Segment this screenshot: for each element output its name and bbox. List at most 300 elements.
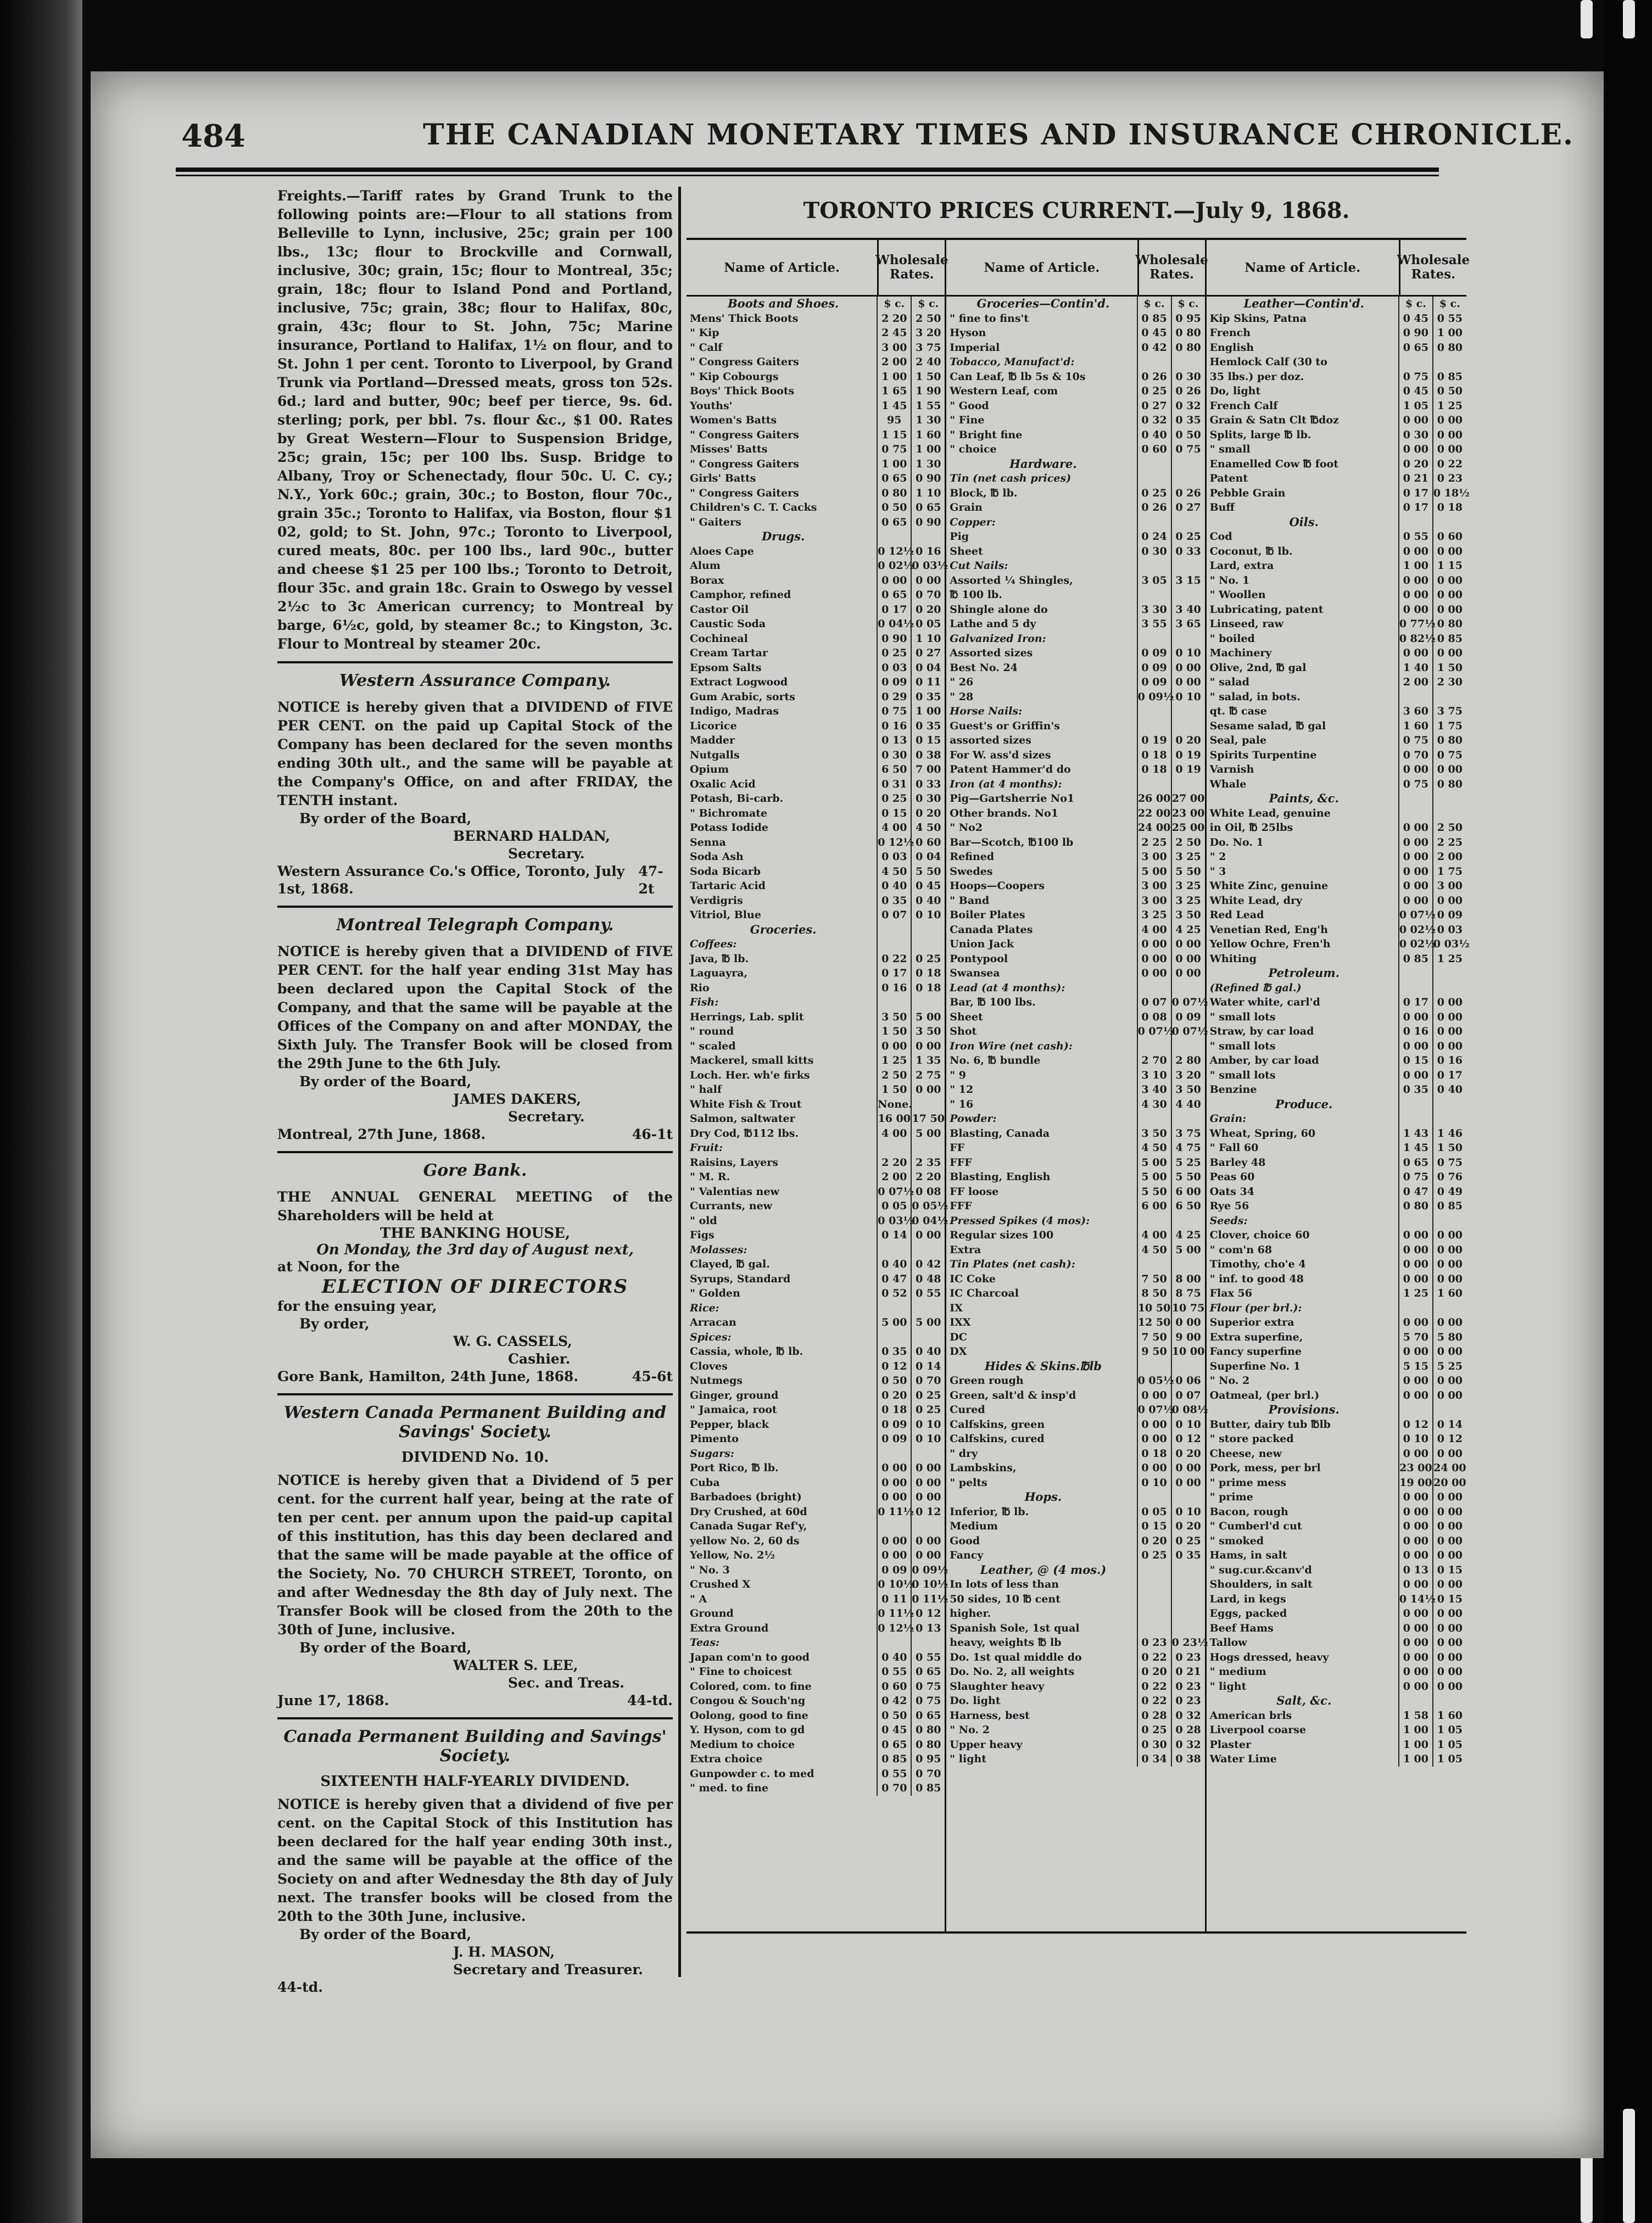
rate-value: 0 80 (1398, 1199, 1432, 1214)
rate-value (1398, 1097, 1432, 1112)
rate-value: 0 38 (911, 748, 945, 763)
article-name: Alum (690, 560, 721, 572)
table-row (946, 1592, 1204, 1607)
article-name: Powder: (950, 1113, 997, 1125)
rate-value: 1 00 (1432, 326, 1466, 340)
table-row (946, 952, 1204, 967)
rate-value: 0 75 (1171, 442, 1205, 457)
rate-value (877, 937, 911, 952)
rate-value: 0 00 (1398, 602, 1432, 617)
article-name: " fine to fins't (950, 312, 1029, 325)
article-name: heavy, weights ℔ lb (950, 1636, 1062, 1649)
article-name: " Fine (950, 414, 985, 426)
table-row (946, 1228, 1204, 1243)
rate-value: 23 00 (1398, 1461, 1432, 1476)
rate-value: 0 65 (877, 515, 911, 530)
article-name: Bar, ℔ 100 lbs. (950, 996, 1036, 1008)
rate-value: 0 18 (1137, 1446, 1171, 1461)
article-name: Linseed, raw (1209, 618, 1284, 630)
table-row (946, 1476, 1204, 1490)
article-name: FFF (950, 1156, 972, 1169)
article-name: Potash, Bi-carb. (690, 792, 784, 805)
rate-value: 0 80 (877, 486, 911, 501)
rate-value: 3 55 (1137, 617, 1171, 632)
article-name: Blasting, Canada (950, 1127, 1050, 1140)
article-name: Extra superfine, (1209, 1331, 1303, 1343)
table-row (687, 1010, 945, 1025)
rate-value: 0 00 (877, 1548, 911, 1563)
header-article: Name of Article. (946, 240, 1138, 295)
article-name: Groceries. (750, 922, 817, 936)
article-name: Girls' Batts (690, 472, 756, 484)
table-header (1207, 240, 1470, 297)
rate-value: 9 00 (1171, 1330, 1205, 1345)
notice-signatory: W. G. CASSELS, (453, 1333, 572, 1349)
rate-value: 0 14 (911, 1359, 945, 1374)
article-name: Paints, &c. (1269, 791, 1339, 805)
rate-value: 0 00 (1137, 1417, 1171, 1432)
rate-value: 0 00 (877, 573, 911, 588)
rate-value: $ c. (1171, 297, 1205, 311)
rate-value (911, 1330, 945, 1345)
rate-value: 0 25 (1137, 1548, 1171, 1563)
rate-value (1137, 1039, 1171, 1054)
table-row (687, 908, 945, 923)
table-row (946, 1082, 1204, 1097)
article-name: Cassia, whole, ℔ lb. (690, 1345, 803, 1358)
rate-value: 0 09 (1432, 908, 1466, 923)
table-row (946, 850, 1204, 864)
article-name: Spanish Sole, 1st qual (950, 1622, 1080, 1634)
rate-value: 0 00 (1398, 1272, 1432, 1287)
table-row (1207, 1068, 1466, 1083)
rate-value: 0 14 (1432, 1417, 1466, 1432)
table-row (687, 1490, 945, 1505)
rate-value: 0 00 (1398, 1010, 1432, 1025)
rate-value: 0 00 (1171, 952, 1205, 967)
notice-line: By order, (299, 1316, 370, 1332)
rate-value: 1 00 (1398, 1752, 1432, 1767)
rate-value: 0 65 (877, 588, 911, 602)
section-heading-row (687, 923, 945, 937)
rate-value: 0 40 (1137, 428, 1171, 443)
article-name: " half (690, 1083, 722, 1096)
notice-line: By order of the Board, (299, 811, 472, 826)
rate-value: 0 12 (911, 1606, 945, 1621)
subsection-row (946, 471, 1204, 486)
rate-value (911, 1301, 945, 1316)
rate-value: 3 50 (1137, 1126, 1171, 1141)
article-name: Timothy, cho'e 4 (1209, 1258, 1306, 1270)
rate-value: 0 00 (1171, 937, 1205, 952)
subsection-row (687, 1301, 945, 1316)
rate-value: 0 70 (877, 1781, 911, 1796)
table-row (946, 1286, 1204, 1301)
article-name: Wheat, Spring, 60 (1209, 1127, 1316, 1140)
rate-value (1432, 1214, 1466, 1228)
table-row (687, 646, 945, 661)
notice-line: By order of the Board, (299, 1640, 472, 1656)
section-heading-row (946, 297, 1204, 311)
rate-value: 0 00 (877, 1534, 911, 1549)
table-row (687, 1519, 945, 1534)
article-name: Union Jack (950, 938, 1014, 950)
rate-value: 0 25 (1171, 1534, 1205, 1549)
rate-value: 0 10½ (877, 1577, 911, 1592)
rate-value: 0 00 (1398, 893, 1432, 908)
rate-value (1432, 1097, 1466, 1112)
article-name: Flour (per brl.): (1209, 1302, 1302, 1314)
rate-value: 0 12 (1398, 1417, 1432, 1432)
rate-value (1398, 981, 1432, 996)
rate-value: 0 26 (1137, 370, 1171, 384)
rate-value (1171, 588, 1205, 602)
article-name: " Band (950, 894, 990, 907)
rate-value: 0 00 (1432, 1621, 1466, 1636)
rate-value: 0 32 (1171, 399, 1205, 414)
table-row (687, 835, 945, 850)
rate-value: 0 60 (877, 1679, 911, 1694)
table-row (687, 573, 945, 588)
rate-value (1171, 1490, 1205, 1505)
rate-value: 0 55 (1398, 529, 1432, 544)
notice-footer (277, 1692, 673, 1710)
article-name: Pig—Gartsherrie No1 (950, 792, 1075, 805)
rate-value: 0 35 (1171, 413, 1205, 428)
article-name: Rye 56 (1209, 1200, 1249, 1212)
rate-value: 0 00 (1398, 850, 1432, 864)
rate-value: 0 40 (877, 1257, 911, 1272)
rate-value (1398, 355, 1432, 370)
section-heading-row (946, 1359, 1204, 1374)
table-row (946, 1126, 1204, 1141)
rate-value: 5 50 (1171, 864, 1205, 879)
table-row (687, 1767, 945, 1781)
article-name: Lubricating, patent (1209, 603, 1324, 616)
rate-value: 0 00 (1432, 442, 1466, 457)
article-name: " old (690, 1214, 717, 1227)
rate-value (1398, 1694, 1432, 1708)
article-name: Fancy superfine (1209, 1345, 1302, 1358)
article-name: Medium to choice (690, 1738, 795, 1751)
table-row (946, 428, 1204, 443)
subsection-row (946, 777, 1204, 792)
article-name: Seeds: (1209, 1214, 1248, 1227)
rate-value: 0 11½ (877, 1606, 911, 1621)
rate-value (911, 1097, 945, 1112)
table-row (687, 1068, 945, 1083)
rate-value: 2 50 (877, 1068, 911, 1083)
article-name: " Bright fine (950, 428, 1023, 441)
rate-value (1432, 355, 1466, 370)
table-row (1207, 500, 1466, 515)
rate-value: 1 25 (877, 1053, 911, 1068)
rate-value: 2 30 (1432, 675, 1466, 690)
rate-value: 5 50 (1171, 1170, 1205, 1185)
article-name: Tin (net cash prices) (950, 472, 1071, 484)
table-row (946, 1344, 1204, 1359)
article-name: Grain: (1209, 1113, 1247, 1125)
rate-value: 0 00 (1171, 675, 1205, 690)
rate-value: 0 00 (1432, 995, 1466, 1010)
subsection-row (946, 632, 1204, 646)
rate-value (1398, 1301, 1432, 1316)
article-name: Cut Nails: (950, 560, 1008, 572)
section-heading-row (1207, 515, 1466, 530)
article-name: Do. light (950, 1695, 1001, 1707)
rate-value (1171, 632, 1205, 646)
table-row (946, 937, 1204, 952)
article-name: Upper heavy (950, 1738, 1023, 1751)
rate-value: 0 50 (1171, 428, 1205, 443)
table-row (946, 588, 1204, 602)
table-row (687, 413, 945, 428)
article-name: Rio (690, 981, 710, 994)
rate-value: 0 10½ (911, 1577, 945, 1592)
rate-value: 6 00 (1171, 1185, 1205, 1199)
notice-footer (277, 863, 673, 898)
article-name: Cured (950, 1404, 985, 1416)
rate-value: 0 75 (877, 442, 911, 457)
rate-value: 0 82½ (1398, 632, 1432, 646)
rate-value: 0 00 (1398, 588, 1432, 602)
rate-value: 0 90 (911, 515, 945, 530)
rate-value: 1 50 (1432, 661, 1466, 675)
table-row (1207, 952, 1466, 967)
rate-value: 0 13 (877, 733, 911, 748)
rate-value: 0 00 (1398, 1243, 1432, 1258)
rate-value: 0 15 (877, 806, 911, 821)
article-name: Youths' (690, 399, 733, 412)
rate-value: 3 75 (1432, 704, 1466, 719)
rate-value (1137, 1577, 1171, 1592)
table-row (946, 1606, 1204, 1621)
article-name: Grain & Satn Clt ℔doz (1209, 414, 1339, 426)
rate-value: 0 00 (1432, 646, 1466, 661)
table-row (687, 1548, 945, 1563)
rate-value: 0 00 (1432, 602, 1466, 617)
rate-value: 24 00 (1432, 1461, 1466, 1476)
rate-value: 0 22 (1432, 457, 1466, 472)
rate-value (1171, 1039, 1205, 1054)
rate-value: 0 19 (1137, 733, 1171, 748)
article-name: DC (950, 1331, 967, 1343)
rate-value: 12 50 (1137, 1315, 1171, 1330)
rate-value: 1 50 (877, 1082, 911, 1097)
rate-value: 3 50 (911, 1024, 945, 1039)
table-row (1207, 646, 1466, 661)
rate-value: 0 00 (1398, 879, 1432, 893)
rate-value (1137, 719, 1171, 734)
article-name: " prime mess (1209, 1476, 1286, 1489)
article-name: 50 sides, 10 ℔ cent (950, 1593, 1061, 1605)
rate-value: 5 70 (1398, 1330, 1432, 1345)
rate-value: 2 50 (1432, 820, 1466, 835)
rate-value: 0 28 (1171, 1723, 1205, 1738)
article-name: Petroleum. (1268, 966, 1340, 980)
rate-value: 5 80 (1432, 1330, 1466, 1345)
rate-value: 0 12 (877, 1359, 911, 1374)
rate-value (1432, 1403, 1466, 1417)
rate-value: 0 16 (877, 981, 911, 996)
table-row (1207, 1548, 1466, 1563)
rate-value: $ c. (1137, 297, 1171, 311)
section-heading-row (1207, 966, 1466, 981)
section-heading-row (1207, 1694, 1466, 1708)
rate-value: 0 19 (1171, 748, 1205, 763)
rate-value: 0 80 (1432, 617, 1466, 632)
table-row (1207, 1461, 1466, 1476)
rate-value: 0 90 (1398, 326, 1432, 340)
rate-value: 4 50 (877, 864, 911, 879)
table-row (946, 1665, 1204, 1679)
rate-value: 5 00 (1137, 864, 1171, 879)
table-row (946, 1679, 1204, 1694)
rate-value: 0 09 (877, 675, 911, 690)
rate-value: 4 25 (1171, 1228, 1205, 1243)
rate-value: 0 15 (1137, 1519, 1171, 1534)
table-row (1207, 413, 1466, 428)
article-name: IC Charcoal (950, 1287, 1019, 1299)
table-row (946, 1461, 1204, 1476)
table-row (687, 748, 945, 763)
subsection-row (946, 355, 1204, 370)
rate-value: 0 06 (1171, 1373, 1205, 1388)
rate-value: 0 00 (1398, 1257, 1432, 1272)
rate-value: 0 09 (877, 1417, 911, 1432)
article-name: " small lots (1209, 1010, 1276, 1023)
article-name: White Lead, genuine (1209, 807, 1331, 819)
article-name: " Cumberl'd cut (1209, 1520, 1302, 1532)
table-row (1207, 1243, 1466, 1258)
rate-value (1171, 1621, 1205, 1636)
rate-value: 0 04½ (877, 617, 911, 632)
article-name: " 9 (950, 1069, 967, 1081)
rate-value: 0 75 (911, 1694, 945, 1708)
table-row (687, 966, 945, 981)
rate-value: 0 09 (1137, 646, 1171, 661)
rate-value (1171, 1577, 1205, 1592)
table-row (1207, 937, 1470, 952)
article-name: " scaled (690, 1040, 736, 1052)
rate-value: 0 10 (911, 1417, 945, 1432)
article-name: " No. 1 (1209, 574, 1250, 587)
article-name: Rice: (690, 1302, 719, 1314)
article-name: " Good (950, 399, 989, 412)
rate-value: 0 07 (1137, 995, 1171, 1010)
notice-footer-left: 44-td. (277, 1979, 323, 1995)
table-row (1207, 1650, 1466, 1665)
rate-value: 0 18 (1137, 762, 1171, 777)
rate-value: 0 35 (911, 690, 945, 705)
table-row (687, 981, 945, 996)
table-row (1207, 1563, 1466, 1578)
article-name: Hyson (950, 327, 986, 339)
article-name: Tallow (1209, 1636, 1247, 1649)
article-name: Ginger, ground (690, 1389, 779, 1401)
table-row (687, 1432, 945, 1446)
rate-value: 0 49 (1432, 1185, 1466, 1199)
table-row (687, 1199, 948, 1214)
table-row (946, 1417, 1204, 1432)
table-row (946, 384, 1204, 399)
left-column (277, 187, 673, 1996)
rate-value: 0 00 (1432, 1519, 1466, 1534)
rate-value: 0 23 (1137, 1635, 1171, 1650)
rate-value: 3 15 (1171, 573, 1205, 588)
rate-value: 7 00 (911, 762, 945, 777)
article-name: Lard, extra (1209, 560, 1274, 572)
rate-value: 0 20 (1171, 1446, 1205, 1461)
table-row (687, 1024, 945, 1039)
subsection-row (687, 995, 945, 1010)
rate-value (1171, 1257, 1205, 1272)
article-name: " Congress Gaiters (690, 487, 799, 499)
rate-value (1171, 515, 1205, 530)
article-name: " salad (1209, 676, 1249, 688)
article-name: Splits, large ℔ lb. (1209, 428, 1311, 441)
article-name: Butter, dairy tub ℔lb (1209, 1418, 1331, 1431)
rate-value: 0 04 (911, 850, 945, 864)
header-rates: Wholesale Rates. (1397, 253, 1470, 282)
table-row (946, 1519, 1204, 1534)
article-name: Extract Logwood (690, 676, 788, 688)
table-row (687, 457, 945, 472)
rate-value: 0 00 (1432, 428, 1466, 443)
notice-title: Cashier. (508, 1351, 571, 1367)
rate-value: 1 05 (1432, 1752, 1466, 1767)
article-name: FFF (950, 1200, 972, 1212)
article-name: Raisins, Layers (690, 1156, 778, 1169)
article-name: " Jamaica, root (690, 1404, 777, 1416)
article-name: " inf. to good 48 (1209, 1272, 1304, 1285)
section-heading-row (946, 1563, 1204, 1578)
notice-montreal-telegraph (277, 915, 673, 1143)
rate-value: 0 18 (877, 1403, 911, 1417)
rate-value (1137, 1257, 1171, 1272)
rate-value: 0 00 (1432, 1577, 1466, 1592)
section-heading-row (687, 297, 945, 311)
article-name: Iron (at 4 months): (950, 778, 1062, 790)
table-row (687, 1039, 945, 1054)
table-row (1207, 1344, 1466, 1359)
rate-value: 0 29 (877, 690, 911, 705)
table-row (1207, 1708, 1466, 1723)
table-row (687, 1621, 945, 1636)
rate-value: 0 10 (1171, 690, 1205, 705)
rate-value: 3 50 (1171, 908, 1205, 923)
article-name: Patent Hammer'd do (950, 763, 1071, 775)
freights-paragraph: Freights.—Tariff rates by Grand Trunk to the following points are:—Flour to all stations from Belleville to Lynn, inclusive, 25c; grain per 100 lbs., 13c; flour to Brockville and Cornwall, inclusive, 30c; grain, 15c; flour to Montreal, 35c; grain, 18c; flour to Island Pond and Portland, inclusive, 75c; grain, 38c; flour to Halifax, 80c, grain, 43c; flour to St. John, 75c; Marine insurance, Portland to Halifax, 1½ on flour, and to St. John 1 per cent. Toronto to Liverpool, by Grand Trunk via Portland—Dressed meats, gross ton 52s. 6d.; lard and butter, 90c; beef per tierce, 9s. 6d. sterling; pork, per bbl. 7s. flour &c., $1 00. Rates by Great Western—Flour to Suspension Bridge, 25c; grain, 15c; per 100 lbs. Susp. Bridge to Albany, Troy or Schenectady, flour 50c. U. C. cy.; N.Y., York 60c.; grain, 30c.; to Boston, flour 70c., grain 35c.; Toronto to Halifax, via Boston, flour $1 02, gold; to St. John, 97c.; Toronto to Liverpool, cured meats, 80c. per 100 lbs., lard 90c., butter and cheese $1 25 per 100 lbs.; Toronto to Detroit, flour 35c. and grain 18c. Grain to Oswego by vessel 2½c to 3c American currency; to Montreal by barge, 6½c, gold, by steamer 8c.; to Kingston, 3c. Flour to Montreal by steamer 20c. (277, 188, 673, 652)
rate-value: 0 34 (1137, 1752, 1171, 1767)
subsection-row (946, 1112, 1204, 1126)
rate-value: 1 00 (1398, 558, 1432, 573)
article-name: " 28 (950, 690, 974, 703)
rate-value: 0 00 (1398, 1344, 1432, 1359)
subsection-row (687, 1141, 945, 1155)
article-name: " Congress Gaiters (690, 356, 799, 368)
rate-value: 0 00 (1432, 1243, 1466, 1258)
rate-value (1137, 1621, 1171, 1636)
table-row (946, 1505, 1204, 1520)
rate-value: 2 25 (1137, 835, 1171, 850)
rate-value: 1 60 (911, 428, 945, 443)
table-row (687, 1214, 948, 1228)
table-row (1207, 675, 1466, 690)
rate-value: 0 00 (911, 1228, 945, 1243)
article-name: " Kip Cobourgs (690, 370, 779, 383)
table-row (687, 850, 945, 864)
